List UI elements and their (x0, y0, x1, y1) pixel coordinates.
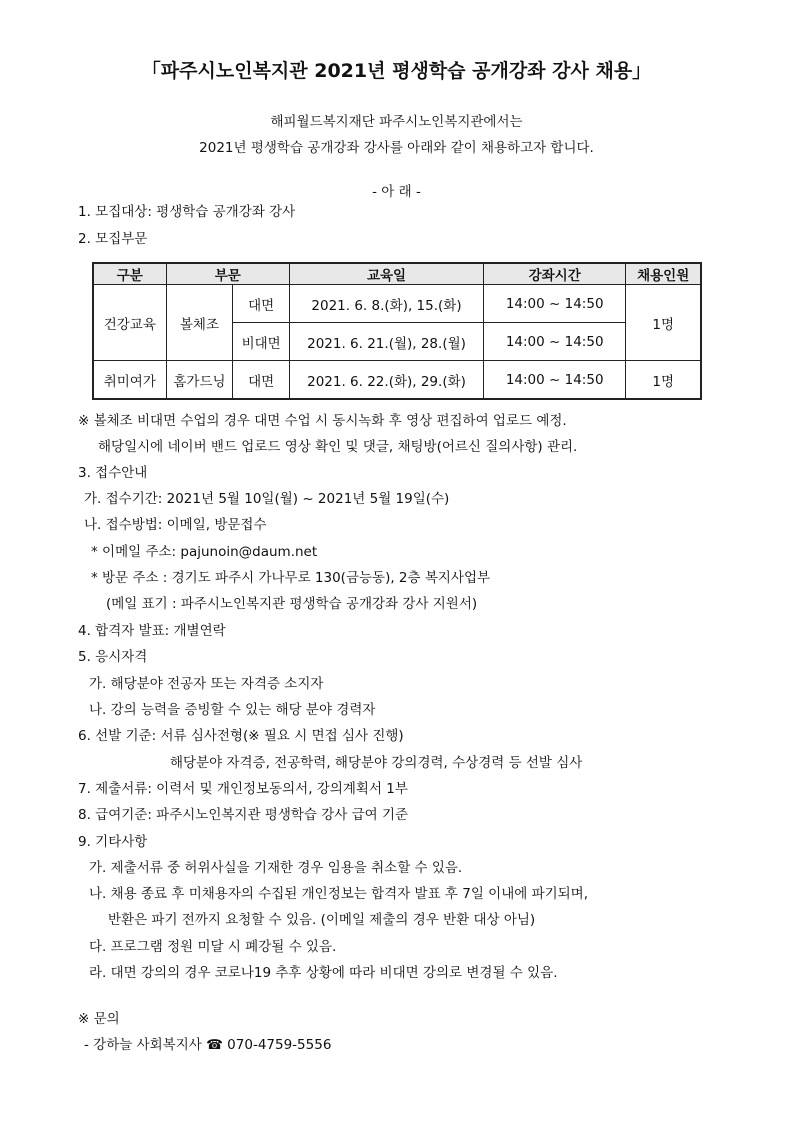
section-5: 5. 응시자격 (78, 649, 148, 665)
table-row (93, 361, 701, 400)
table-row (93, 285, 701, 323)
table-header-row (93, 263, 701, 285)
section-5b: 나. 강의 능력을 증빙할 수 있는 해당 분야 경력자 (89, 702, 376, 718)
section-6: 6. 선발 기준: 서류 심사전형(※ 필요 시 면접 심사 진행) (78, 728, 404, 744)
cell-date: 2021. 6. 22.(화), 29.(화) (290, 361, 484, 400)
section-9b: 나. 채용 종료 후 미채용자의 수집된 개인정보는 합격자 발표 후 7일 이내에 파기되며, (89, 886, 589, 902)
section-4: 4. 합격자 발표: 개별연락 (78, 623, 226, 639)
section-6-criteria: 해당분야 자격증, 전공학력, 해당분야 강의경력, 수상경력 등 선발 심사 (170, 755, 583, 771)
intro-line-2: 2021년 평생학습 공개강좌 강사를 아래와 같이 채용하고자 합니다. (199, 140, 594, 156)
cell-mode: 대면 (233, 361, 290, 400)
visit-address: * 방문 주소 : 경기도 파주시 가나무로 130(금능동), 2층 복지사업부 (91, 570, 491, 586)
section-7: 7. 제출서류: 이력서 및 개인정보동의서, 강의계획서 1부 (78, 781, 408, 797)
section-5a: 가. 해당분야 전공자 또는 자격증 소지자 (89, 676, 324, 692)
intro-line-1: 해피월드복지재단 파주시노인복지관에서는 (270, 114, 523, 130)
header-category: 구분 (93, 263, 166, 285)
cell-field: 홈가드닝 (166, 361, 233, 400)
cell-mode: 대면 (233, 285, 290, 323)
section-9a: 가. 제출서류 중 허위사실을 기재한 경우 임용을 취소할 수 있음. (89, 860, 463, 876)
cell-mode: 비대면 (233, 323, 290, 361)
email-address: * 이메일 주소: pajunoin@daum.net (91, 544, 318, 560)
header-field: 부문 (166, 263, 289, 285)
below-marker: - 아 래 - (372, 184, 421, 200)
section-8: 8. 급여기준: 파주시노인복지관 평생학습 강사 급여 기준 (78, 807, 409, 823)
cell-count: 1명 (626, 361, 701, 400)
section-9b-continued: 반환은 파기 전까지 요청할 수 있음. (이메일 제출의 경우 반환 대상 아님) (108, 912, 536, 928)
cell-date: 2021. 6. 21.(월), 28.(월) (290, 323, 484, 361)
section-1: 1. 모집대상: 평생학습 공개강좌 강사 (78, 204, 296, 220)
header-count: 채용인원 (626, 263, 701, 285)
note-vod-continued: 해당일시에 네이버 밴드 업로드 영상 확인 및 댓글, 채팅방(어르신 질의사항) 관리. (98, 439, 578, 455)
cell-date: 2021. 6. 8.(화), 15.(화) (290, 285, 484, 323)
section-9: 9. 기타사항 (78, 834, 148, 850)
section-3b: 나. 접수방법: 이메일, 방문접수 (84, 517, 267, 533)
document-title: 「파주시노인복지관 2021년 평생학습 공개강좌 강사 채용」 (141, 60, 652, 82)
cell-time: 14:00 ~ 14:50 (484, 361, 626, 400)
cell-category: 취미여가 (93, 361, 166, 400)
cell-category: 건강교육 (93, 285, 166, 361)
recruitment-table (92, 262, 702, 400)
cell-field: 볼체조 (166, 285, 233, 361)
section-9d: 라. 대면 강의의 경우 코로나19 추후 상황에 따라 비대면 강의로 변경될 수 있음. (89, 965, 558, 981)
header-time: 강좌시간 (484, 263, 626, 285)
section-3: 3. 접수안내 (78, 465, 148, 481)
cell-time: 14:00 ~ 14:50 (484, 323, 626, 361)
header-date: 교육일 (290, 263, 484, 285)
section-2: 2. 모집부문 (78, 231, 148, 247)
mail-subject-note: (메일 표기 : 파주시노인복지관 평생학습 공개강좌 강사 지원서) (106, 596, 478, 612)
inquiry-heading: ※ 문의 (78, 1011, 120, 1027)
contact-line: - 강하늘 사회복지사 ☎ 070-4759-5556 (84, 1037, 332, 1053)
cell-count: 1명 (626, 285, 701, 361)
cell-time: 14:00 ~ 14:50 (484, 285, 626, 323)
section-9c: 다. 프로그램 정원 미달 시 폐강될 수 있음. (89, 939, 337, 955)
note-vod: ※ 볼체조 비대면 수업의 경우 대면 수업 시 동시녹화 후 영상 편집하여 업로드 예정. (78, 413, 567, 429)
section-3a: 가. 접수기간: 2021년 5월 10일(월) ~ 2021년 5월 19일(수) (84, 491, 450, 507)
